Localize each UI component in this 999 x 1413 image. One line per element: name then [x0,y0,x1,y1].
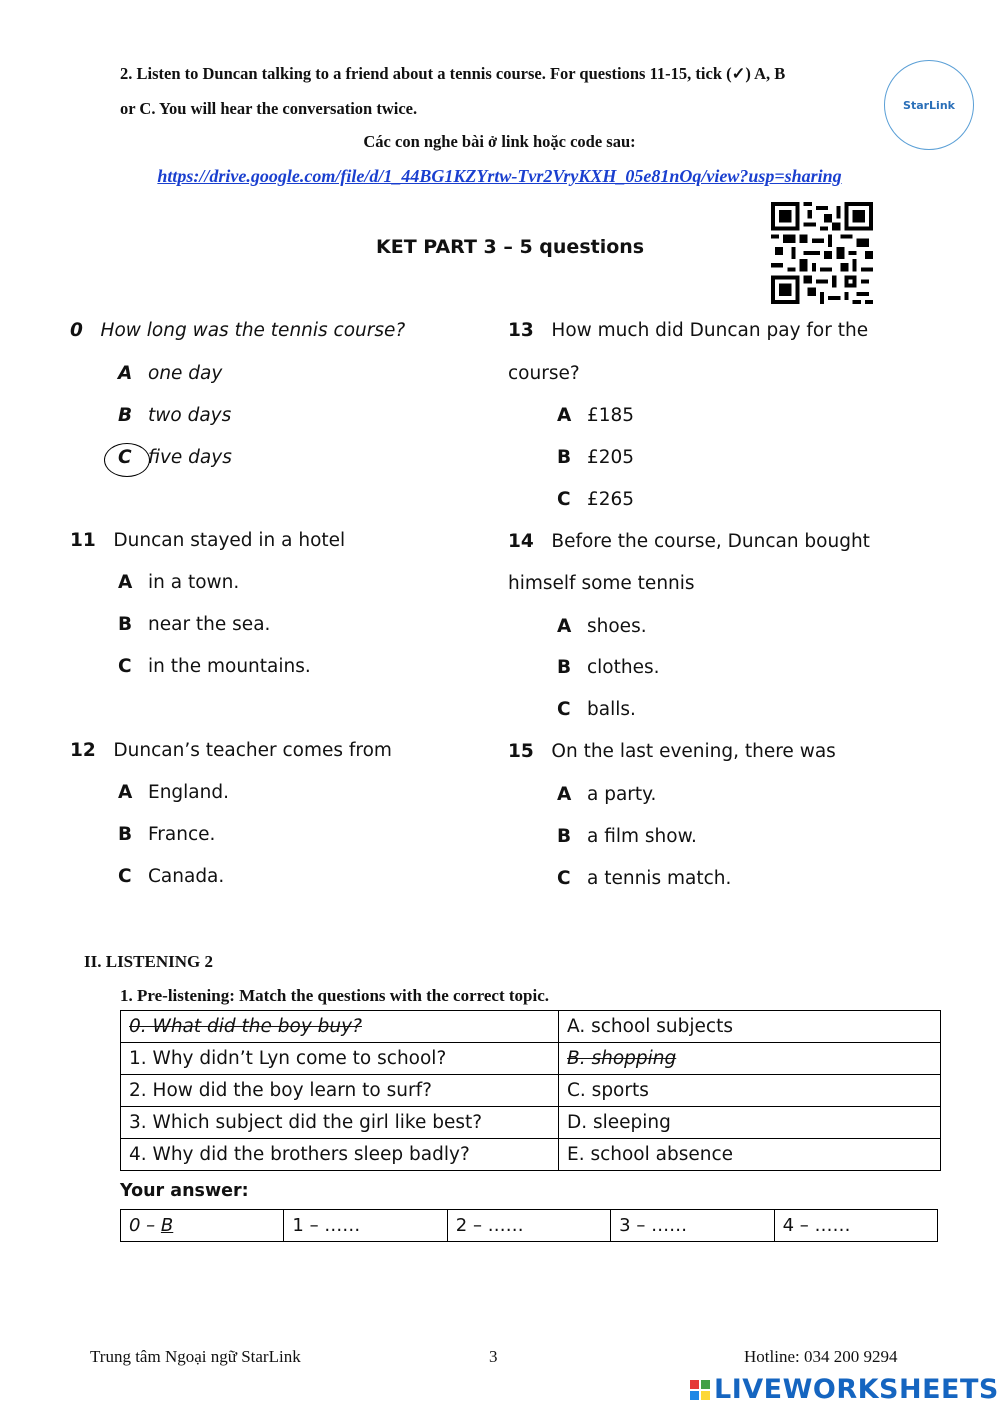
q15-option-b[interactable]: B a film show. [557,826,697,847]
question-0-number: 0 [70,320,83,341]
answer-cell-1[interactable]: 1 – …… [284,1210,447,1242]
topic-cell: A. school subjects [559,1011,941,1043]
question-14-text-line1: Before the course, Duncan bought [551,531,870,552]
q15-option-a[interactable]: A a party. [557,784,657,805]
instruction-line-1: 2. Listen to Duncan talking to a friend about a tennis course. For questions 11-15, tick (✓) A, B [120,64,786,83]
question-14 [508,531,870,552]
liveworksheets-logo [690,1374,999,1405]
question-cell: 4. Why did the brothers sleep badly? [121,1139,559,1171]
question-13-text-line2: course? [508,363,580,384]
table-row [121,1210,938,1242]
question-11-text: Duncan stayed in a hotel [113,530,346,551]
q11-option-a[interactable]: A in a town. [118,572,240,593]
answer-cell-2[interactable]: 2 – …… [447,1210,610,1242]
matching-table [120,1010,941,1171]
question-0 [70,320,405,341]
question-14-number: 14 [508,531,534,552]
question-13-text-line1: How much did Duncan pay for the [551,320,869,341]
question-cell: 2. How did the boy learn to surf? [121,1075,559,1107]
topic-cell: B. shopping [559,1043,941,1075]
footer-center-name: Trung tâm Ngoại ngữ StarLink [90,1347,301,1366]
q0-option-a[interactable]: A one day [118,363,223,384]
instruction-line-2: or C. You will hear the conversation twice. [120,99,418,118]
q0-option-b[interactable]: B two days [118,405,232,426]
question-12 [70,740,392,761]
logo-text: StarLink [903,98,955,112]
answer-cell-0: 0 – B [121,1210,284,1242]
q12-option-b[interactable]: B France. [118,824,216,845]
pre-listening-title: 1. Pre-listening: Match the questions with the correct topic. [120,986,550,1005]
q14-option-c[interactable]: C balls. [557,699,636,720]
liveworksheets-text: LIVEWORKSHEETS [714,1374,999,1405]
answer-cell-3[interactable]: 3 – …… [611,1210,774,1242]
question-15 [508,741,836,762]
q13-option-c[interactable]: C £265 [557,489,635,510]
answer-circle [104,443,150,477]
listen-note: Các con nghe bài ở link hoặc code sau: [363,132,636,151]
table-row [121,1075,941,1107]
question-cell: 1. Why didn’t Lyn come to school? [121,1043,559,1075]
question-13 [508,320,868,341]
question-13-number: 13 [508,320,534,341]
footer-page-number: 3 [489,1347,498,1366]
question-cell: 3. Which subject did the girl like best? [121,1107,559,1139]
q11-option-b[interactable]: B near the sea. [118,614,271,635]
q11-option-c[interactable]: C in the mountains. [118,656,311,677]
question-15-number: 15 [508,741,534,762]
question-12-text: Duncan’s teacher comes from [113,740,392,761]
question-cell: 0. What did the boy buy? [121,1011,559,1043]
question-15-text: On the last evening, there was [551,741,836,762]
table-row [121,1107,941,1139]
q0-option-c[interactable]: C five days [118,447,232,468]
table-row [121,1139,941,1171]
listening-2-heading: II. LISTENING 2 [84,952,213,971]
q12-option-a[interactable]: A England. [118,782,229,803]
table-row [121,1011,941,1043]
your-answer-label: Your answer: [120,1181,249,1201]
q12-option-c[interactable]: C Canada. [118,866,225,887]
topic-cell: C. sports [559,1075,941,1107]
part-title: KET PART 3 – 5 questions [376,236,645,258]
answer-table [120,1209,938,1242]
topic-cell: D. sleeping [559,1107,941,1139]
starlink-logo [884,60,974,150]
audio-link[interactable]: https://drive.google.com/file/d/1_44BG1KZYrtw-Tvr2VryKXH_05e81nOq/view?usp=sharing [157,166,842,186]
q14-option-b[interactable]: B clothes. [557,657,660,678]
question-12-number: 12 [70,740,96,761]
q14-option-a[interactable]: A shoes. [557,616,647,637]
answer-cell-4[interactable]: 4 – …… [774,1210,937,1242]
q15-option-c[interactable]: C a tennis match. [557,868,732,889]
topic-cell: E. school absence [559,1139,941,1171]
q13-option-a[interactable]: A £185 [557,405,635,426]
footer-hotline: Hotline: 034 200 9294 [744,1347,898,1366]
question-14-text-line2: himself some tennis [508,573,695,594]
question-11-number: 11 [70,530,96,551]
qr-code-icon [771,202,873,304]
liveworksheets-icon [690,1380,710,1400]
question-11 [70,530,345,551]
table-row [121,1043,941,1075]
q13-option-b[interactable]: B £205 [557,447,635,468]
question-0-text: How long was the tennis course? [100,320,406,341]
